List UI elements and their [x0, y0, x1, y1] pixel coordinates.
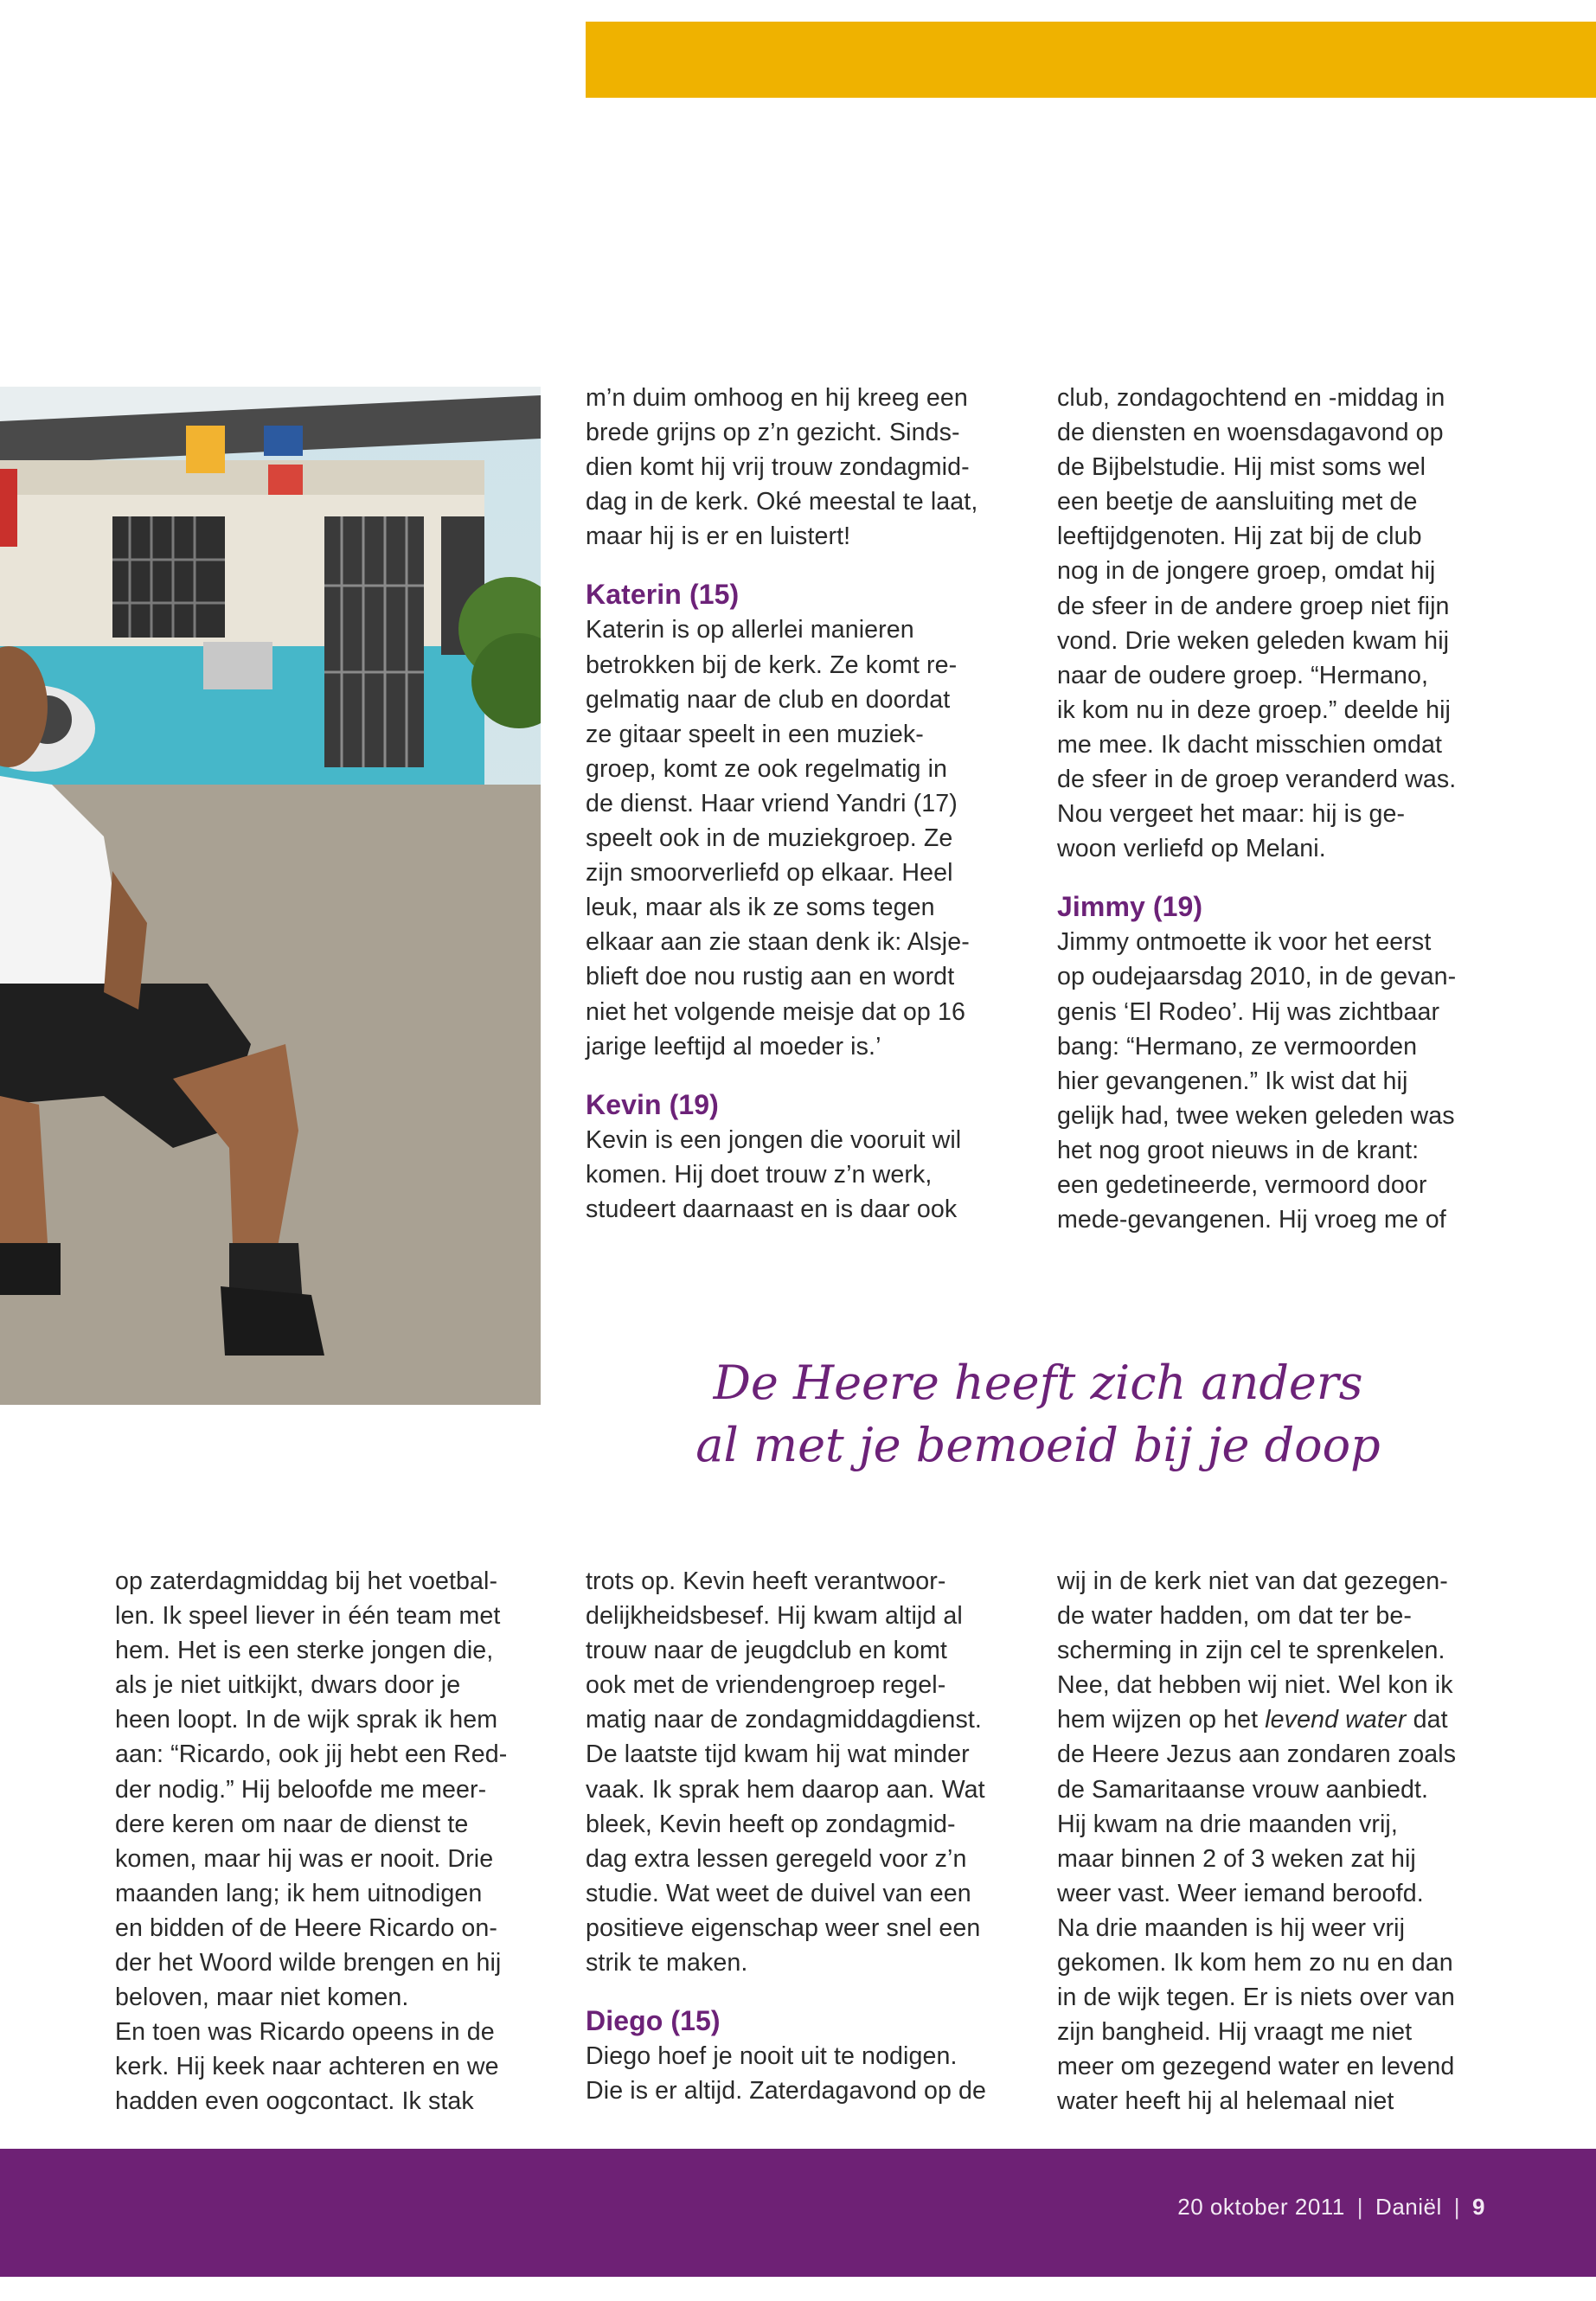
heading-jimmy: Jimmy (19) — [1057, 891, 1203, 923]
text-line: groep, komt ze ook regelmatig in — [586, 754, 948, 783]
paragraph-ricardo — [115, 1564, 543, 2119]
text-line: water heeft hij al helemaal niet — [1057, 2087, 1394, 2116]
text-line: beloven, maar niet komen. — [115, 1984, 409, 2012]
text-line: Nee, dat hebben wij niet. Wel kon ik — [1057, 1671, 1453, 1700]
heading-diego: Diego (15) — [586, 2005, 721, 2037]
text-line: kerk. Hij keek naar achteren en we — [115, 2053, 499, 2081]
text-line: dien komt hij vrij trouw zondagmid- — [586, 453, 970, 482]
text-line: brede grijns op z’n gezicht. Sinds- — [586, 419, 960, 447]
text-line: bang: “Hermano, ze vermoorden — [1057, 1032, 1418, 1061]
text-line: een gedetineerde, vermoord door — [1057, 1170, 1427, 1199]
text-line: naar de oudere groep. “Hermano, — [1057, 661, 1429, 689]
text-line: komen, maar hij was er nooit. Drie — [115, 1844, 494, 1873]
text-line: speelt ook in de muziekgroep. Ze — [586, 824, 953, 853]
column-bottom-left — [115, 1564, 543, 2119]
text-line: elkaar aan zie staan denk ik: Alsje- — [586, 928, 970, 957]
text-line: ik kom nu in deze groep.” deelde hij — [1057, 695, 1452, 724]
paragraph-jimmy-continued — [1057, 1564, 1485, 2119]
text-line: studie. Wat weet de duivel van een — [586, 1879, 971, 1907]
text-line: mede-gevangenen. Hij vroeg me of — [1057, 1206, 1446, 1234]
text-line: de Bijbelstudie. Hij mist soms wel — [1057, 453, 1426, 482]
paragraph-diego — [586, 2039, 1014, 2108]
text-line: zijn smoorverliefd op elkaar. Heel — [586, 859, 953, 888]
text-line: Jimmy ontmoette ik voor het eerst — [1057, 928, 1432, 957]
text-line: der nodig.” Hij beloofde me meer- — [115, 1775, 487, 1804]
text-line: trouw naar de jeugdclub en komt — [586, 1637, 947, 1665]
footer-publication: Daniël — [1375, 2194, 1442, 2220]
text-line: aan: “Ricardo, ook jij hebt een Red- — [115, 1740, 508, 1769]
text-line: meer om gezegend water en levend — [1057, 2053, 1455, 2081]
text-line: studeert daarnaast en is daar ook — [586, 1195, 958, 1223]
text-line: bleek, Kevin heeft op zondagmid- — [586, 1810, 956, 1838]
text-line: hadden even oogcontact. Ik stak — [115, 2087, 474, 2116]
pull-quote — [606, 1352, 1471, 1477]
text-line: jarige leeftijd al moeder is.’ — [586, 1032, 881, 1061]
page-number: 9 — [1472, 2194, 1485, 2220]
text-line: Kevin is een jongen die vooruit wil — [586, 1125, 962, 1154]
text-line: blieft doe nou rustig aan en wordt — [586, 963, 955, 991]
top-accent-bar — [586, 22, 1596, 98]
text-line: op oudejaarsdag 2010, in de gevan- — [1057, 963, 1457, 991]
text-line: de water hadden, om dat ter be- — [1057, 1602, 1413, 1631]
text-line: woon verliefd op Melani. — [1057, 835, 1326, 863]
text-line: vond. Drie weken geleden kwam hij — [1057, 626, 1450, 655]
column-top-middle — [586, 381, 1014, 1227]
text-line: dere keren om naar de dienst te — [115, 1810, 469, 1838]
column-bottom-middle — [586, 1564, 1014, 2108]
text-line: Nou vergeet het maar: hij is ge- — [1057, 800, 1406, 829]
text-line: de dienst. Haar vriend Yandri (17) — [586, 789, 958, 817]
text-line: maar hij is er en luistert! — [586, 522, 851, 551]
article-photo — [0, 387, 541, 1405]
heading-kevin: Kevin (19) — [586, 1088, 719, 1120]
paragraph-katerin — [586, 612, 1014, 1063]
text-line: trots op. Kevin heeft verantwoor- — [586, 1567, 946, 1595]
text-line: zijn bangheid. Hij vraagt me niet — [1057, 2018, 1413, 2047]
text-line: als je niet uitkijkt, dwars door je — [115, 1671, 461, 1700]
paragraph-diego-end — [1057, 381, 1485, 866]
column-top-right — [1057, 381, 1485, 1237]
pull-quote-line: De Heere heeft zich anders — [713, 1356, 1363, 1410]
text-line: m’n duim omhoog en hij kreeg een — [586, 384, 968, 412]
text-line — [1057, 1702, 1485, 1737]
text-line: niet het volgende meisje dat op 16 — [586, 997, 965, 1026]
paragraph-jimmy — [1057, 925, 1485, 1237]
text-line: nog in de jongere groep, omdat hij — [1057, 557, 1436, 586]
text-line: een beetje de aansluiting met de — [1057, 488, 1418, 516]
text-line: heen loopt. In de wijk sprak ik hem — [115, 1706, 498, 1734]
text-line: hier gevangenen.” Ik wist dat hij — [1057, 1067, 1408, 1095]
text-line: scherming in zijn cel te sprenkelen. — [1057, 1637, 1445, 1665]
text-line: weer vast. Weer iemand beroofd. — [1057, 1879, 1424, 1907]
text-line: ook met de vriendengroep regel- — [586, 1671, 946, 1700]
text-line: me mee. Ik dacht misschien omdat — [1057, 730, 1442, 759]
text-line: gelmatig naar de club en doordat — [586, 685, 951, 714]
text-line: En toen was Ricardo opeens in de — [115, 2018, 495, 2047]
text-line: De laatste tijd kwam hij wat minder — [586, 1740, 970, 1769]
text-line: Die is er altijd. Zaterdagavond op de — [586, 2077, 987, 2106]
paragraph-kevin — [586, 1123, 1014, 1227]
text-fragment: hem wijzen op het — [1057, 1706, 1266, 1734]
text-line: strik te maken. — [586, 1949, 748, 1977]
text-line: betrokken bij de kerk. Ze komt re- — [586, 651, 958, 679]
text-line: club, zondagochtend en -middag in — [1057, 384, 1445, 412]
paragraph-kevin-continued — [586, 1564, 1014, 1980]
text-line: en bidden of de Heere Ricardo on- — [115, 1913, 498, 1942]
text-line: Hij kwam na drie maanden vrij, — [1057, 1810, 1398, 1838]
text-line: maar binnen 2 of 3 weken zat hij — [1057, 1844, 1416, 1873]
text-line: positieve eigenschap weer snel een — [586, 1913, 981, 1942]
text-line: leuk, maar als ik ze soms tegen — [586, 894, 935, 922]
text-line: op zaterdagmiddag bij het voetbal- — [115, 1567, 498, 1595]
text-line: leeftijdgenoten. Hij zat bij de club — [1057, 522, 1422, 551]
text-line: delijkheidsbesef. Hij kwam altijd al — [586, 1602, 963, 1631]
text-line: de Samaritaanse vrouw aanbiedt. — [1057, 1775, 1429, 1804]
page-footer — [0, 2149, 1596, 2277]
photo-illustration — [0, 387, 541, 1405]
heading-katerin: Katerin (15) — [586, 579, 740, 611]
text-line: in de wijk tegen. Er is niets over van — [1057, 1984, 1455, 2012]
text-line: matig naar de zondagmiddagdienst. — [586, 1706, 982, 1734]
text-line: dag in de kerk. Oké meestal te laat, — [586, 488, 978, 516]
text-line: gelijk had, twee weken geleden was — [1057, 1101, 1455, 1130]
pull-quote-line: al met je bemoeid bij je doop — [695, 1418, 1381, 1472]
text-line: gekomen. Ik kom hem zo nu en dan — [1057, 1949, 1453, 1977]
footer-separator: | — [1453, 2194, 1461, 2220]
text-line: genis ‘El Rodeo’. Hij was zichtbaar — [1057, 997, 1440, 1026]
text-line: de diensten en woensdagavond op — [1057, 419, 1444, 447]
text-line: der het Woord wilde brengen en hij — [115, 1949, 502, 1977]
text-line: de sfeer in de groep veranderd was. — [1057, 766, 1457, 794]
text-line: de sfeer in de andere groep niet fijn — [1057, 592, 1450, 620]
footer-date: 20 oktober 2011 — [1177, 2194, 1345, 2220]
text-line: ze gitaar speelt in een muziek- — [586, 720, 924, 748]
text-line: maanden lang; ik hem uitnodigen — [115, 1879, 483, 1907]
paragraph-ricardo-end — [586, 381, 1014, 554]
text-line: komen. Hij doet trouw z’n werk, — [586, 1160, 933, 1189]
text-fragment: dat — [1406, 1706, 1448, 1734]
emphasis-levend-water: levend water — [1265, 1706, 1407, 1734]
text-line: de Heere Jezus aan zondaren zoals — [1057, 1740, 1457, 1769]
text-line: het nog groot nieuws in de krant: — [1057, 1136, 1420, 1164]
text-line: Diego hoef je nooit uit te nodigen. — [586, 2042, 958, 2071]
text-line: Katerin is op allerlei manieren — [586, 616, 914, 644]
text-line: wij in de kerk niet van dat gezegen- — [1057, 1567, 1448, 1595]
footer-info — [1177, 2194, 1485, 2221]
footer-separator: | — [1356, 2194, 1364, 2220]
text-line: len. Ik speel liever in één team met — [115, 1602, 501, 1631]
text-line: hem. Het is een sterke jongen die, — [115, 1637, 494, 1665]
text-line: vaak. Ik sprak hem daarop aan. Wat — [586, 1775, 985, 1804]
text-line: Na drie maanden is hij weer vrij — [1057, 1913, 1406, 1942]
text-line: dag extra lessen geregeld voor z’n — [586, 1844, 967, 1873]
column-bottom-right — [1057, 1564, 1485, 2119]
